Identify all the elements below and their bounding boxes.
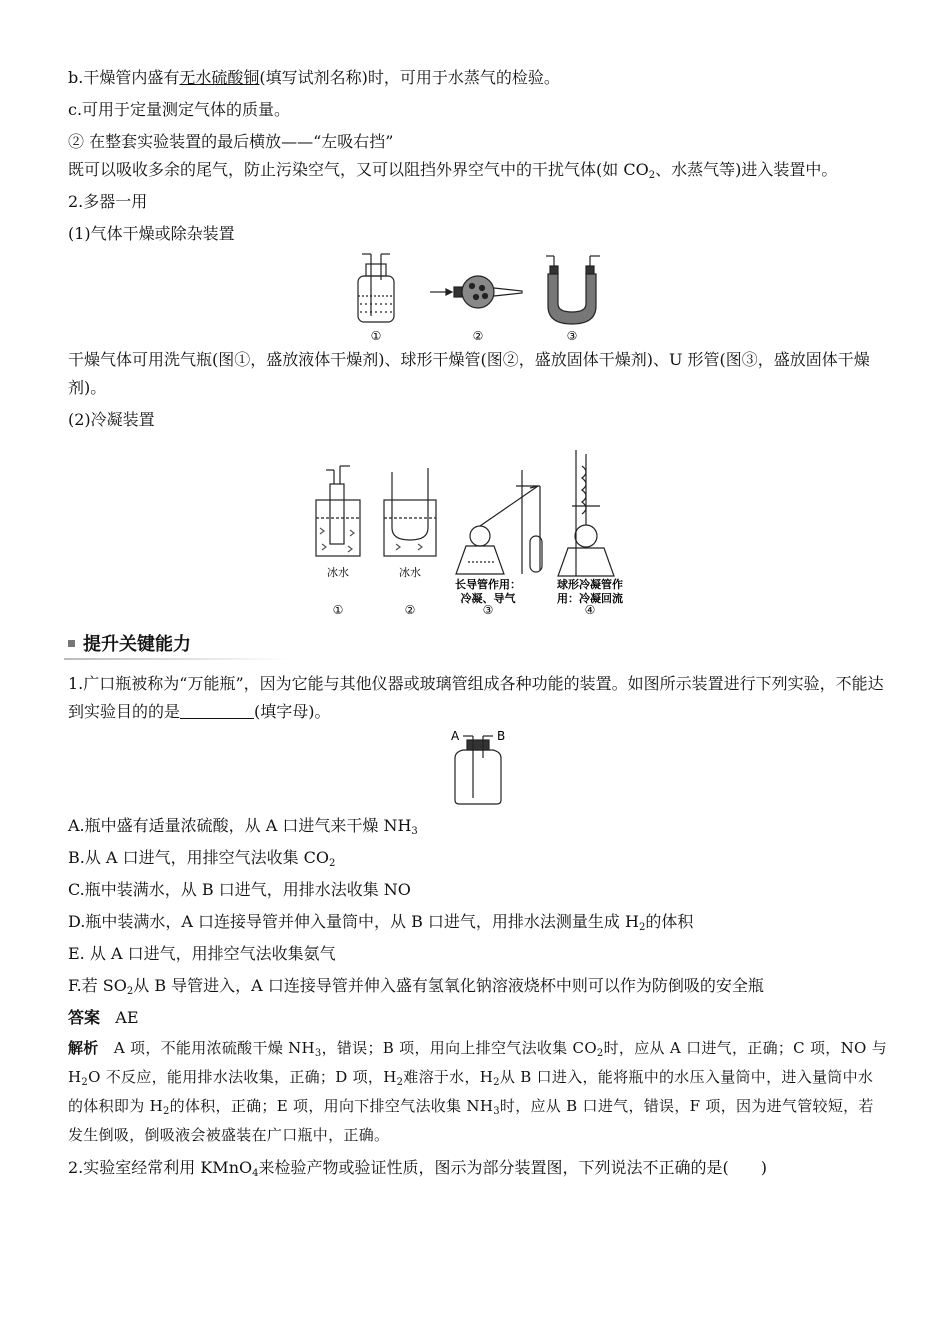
- fig2-num-3: ③: [482, 603, 494, 616]
- u-tube-icon: [546, 256, 600, 324]
- sub: 2: [493, 1077, 500, 1088]
- expl-text: O 不反应，能用排水法收集，正确；D 项，H: [88, 1068, 397, 1086]
- expl-text: 难溶于水，H: [403, 1068, 494, 1086]
- answer-line: [68, 1004, 888, 1032]
- option-d: [68, 908, 888, 936]
- wide-mouth-bottle-figure: [433, 728, 523, 806]
- sub: 3: [411, 826, 418, 837]
- option-f: [68, 972, 888, 1000]
- option-b-text: B.从 A 口进气，用排空气法收集 CO: [68, 848, 330, 867]
- expl-text: 时，应从 A 口进气，正确；C 项，NO 与 H: [68, 1039, 887, 1086]
- para-dry: 干燥气体可用洗气瓶(图①，盛放液体干燥剂)、球形干燥管(图②，盛放固体干燥剂)、U 形管(图③，盛放固体干燥剂)。: [68, 350, 870, 397]
- expl-text: ，错误；B 项，用向上排空气法收集 CO: [321, 1039, 597, 1057]
- fig2-num-2: ②: [404, 603, 416, 616]
- ice-bath-u-tube-icon: [384, 468, 436, 556]
- explanation: [68, 1034, 888, 1150]
- fig1-label-3: ③: [566, 329, 578, 342]
- port-a-label: A: [451, 729, 460, 743]
- question-2-text: 2.实验室经常利用 KMnO: [68, 1158, 253, 1177]
- expl-text: 时，应从 B 口进气，错误，F 项，因为进气管较短，若发生倒吸，倒吸液会被盛装在广口瓶中，正确。: [68, 1097, 874, 1144]
- sub: 2: [396, 1077, 404, 1088]
- condensation-apparatus-figure: [308, 440, 648, 616]
- para-absorb-b: 、水蒸气等)进入装置中。: [655, 160, 838, 179]
- option-d-tail: 的体积: [645, 912, 694, 931]
- option-a-text: A.瓶中盛有适量浓硫酸，从 A 口进气来干燥 NH: [68, 816, 412, 835]
- fig2-caption-1: 冰水: [327, 566, 349, 579]
- option-f-tail: 从 B 导管进入，A 口连接导管并伸入盛有氢氧化钠溶液烧杯中则可以作为防倒吸的安全瓶: [133, 976, 764, 995]
- explanation-label: 解析: [68, 1039, 99, 1057]
- section-underline: [64, 658, 289, 660]
- option-b: [68, 844, 888, 872]
- question-2-tail: 来检验产物或验证性质，图示为部分装置图，下列说法不正确的是( ): [258, 1158, 767, 1177]
- question-1-tail: (填字母)。: [254, 702, 331, 721]
- heading-cond: (2)冷凝装置: [68, 410, 155, 429]
- underlined-answer: 无水硫酸铜: [179, 68, 260, 87]
- line-b: [68, 64, 888, 92]
- sub: 2: [638, 922, 646, 933]
- option-c: C.瓶中装满水，从 B 口进气，用排水法收集 NO: [68, 880, 411, 899]
- para-absorb-a: 既可以吸收多余的尾气，防止污染空气，又可以阻挡外界空气中的干扰气体(如 CO: [68, 160, 649, 179]
- answer-blank: [180, 702, 254, 719]
- answer-label: 答案: [68, 1008, 101, 1027]
- fig2-num-1: ①: [332, 603, 344, 616]
- sub: 4: [252, 1168, 259, 1179]
- sub: 3: [314, 1048, 322, 1059]
- question-1: [68, 670, 888, 726]
- fig2-num-4: ④: [584, 603, 596, 616]
- fig1-label-2: ②: [472, 329, 484, 342]
- section-title: 提升关键能力: [83, 634, 191, 655]
- fig2-caption-2: 冰水: [399, 566, 421, 579]
- option-f-text: F.若 SO: [68, 976, 127, 995]
- reflux-condenser-icon: [558, 450, 614, 576]
- section-marker-icon: [68, 640, 75, 647]
- question-1-text: 1.广口瓶被称为“万能瓶”，因为它能与其他仪器或玻璃管组成各种功能的装置。如图所示装置进行下列实验，不能达到实验目的的是: [68, 674, 884, 721]
- expl-text: A 项，不能用浓硫酸干燥 NH: [113, 1039, 315, 1057]
- sub: 2: [162, 1106, 170, 1117]
- fig2-caption-3b: 冷凝、导气: [460, 592, 516, 605]
- heading-dry: (1)气体干燥或除杂装置: [68, 224, 235, 243]
- para-absorb: [68, 156, 888, 184]
- expl-text: 的体积，正确；E 项，用向下排空气法收集 NH: [169, 1097, 494, 1115]
- fig1-label-1: ①: [370, 329, 382, 342]
- answer-value: AE: [115, 1008, 139, 1027]
- fig2-caption-4b: 用：冷凝回流: [557, 592, 623, 605]
- port-b-label: B: [497, 729, 506, 743]
- line-b-tail: (填写试剂名称)时，可用于水蒸气的检验。: [259, 68, 560, 87]
- drying-apparatus-figure: [338, 250, 618, 342]
- ice-bath-tube-icon: [316, 466, 360, 556]
- fig2-caption-4a: 球形冷凝管作: [557, 578, 623, 591]
- long-tube-apparatus-icon: [456, 470, 542, 574]
- option-a: [68, 812, 888, 840]
- line-b-text: b.干燥管内盛有: [68, 68, 180, 87]
- section-header: [68, 630, 888, 656]
- wash-bottle-icon: [358, 254, 394, 322]
- option-d-text: D.瓶中装满水，A 口连接导管并伸入量筒中，从 B 口进气，用排水法测量生成 H: [68, 912, 639, 931]
- fig2-caption-3a: 长导管作用：: [455, 578, 521, 591]
- expl-text: 从 B 口进入，能将瓶中的水压入量筒中，进入量筒中水的体积即为 H: [68, 1068, 874, 1115]
- line-c: c.可用于定量测定气体的质量。: [68, 100, 291, 119]
- question-2: [68, 1154, 888, 1182]
- heading-multi: 2.多器一用: [68, 192, 148, 211]
- sub: 2: [596, 1048, 604, 1059]
- bottle-icon: [455, 736, 501, 804]
- option-e: E. 从 A 口进气，用排空气法收集氨气: [68, 944, 336, 963]
- sub: 2: [81, 1077, 89, 1088]
- line-2: ② 在整套实验装置的最后横放——“左吸右挡”: [68, 132, 394, 151]
- document-page: [68, 64, 888, 1182]
- sub: 3: [493, 1106, 500, 1117]
- sub: 2: [329, 858, 336, 869]
- sub: 2: [126, 986, 134, 997]
- drying-tube-icon: [430, 276, 522, 308]
- sub: 2: [648, 170, 656, 181]
